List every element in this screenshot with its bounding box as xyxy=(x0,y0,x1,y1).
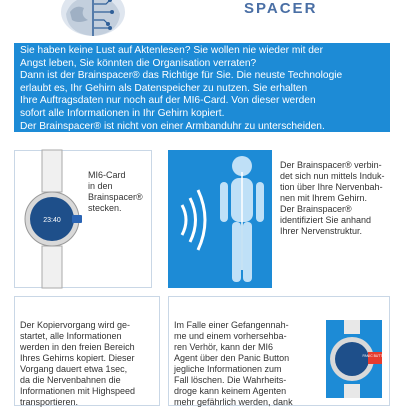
step-3-line: transportieren. xyxy=(20,397,79,407)
intro-line: Dann ist der Brainspacer® das Richtige für Sie. Die neuste Technologie xyxy=(20,70,343,82)
signal-waves-icon xyxy=(172,170,212,270)
step-3-line: Ihres Gehirns kopiert. Dieser xyxy=(20,353,135,363)
step-4-line: Im Falle einer Gefangennah- xyxy=(174,320,289,330)
step-2-line: Der Brainspacer® xyxy=(280,204,352,214)
mi6-card-icon xyxy=(72,215,82,223)
intro-line: Der Brainspacer® ist nicht von einer Armbanduhr zu unterscheiden. xyxy=(20,120,325,132)
intro-line: Angst leben, Sie könnten die Organisation verraten? xyxy=(20,57,257,69)
step-4-line: me und einem vorhersehba- xyxy=(174,331,287,341)
brand-word: SPACER xyxy=(244,0,318,17)
step-3-line: Informationen mit Highspeed xyxy=(20,386,136,396)
intro-line: Sie haben keine Lust auf Aktenlesen? Sie wollen nie wieder mit der xyxy=(20,45,323,56)
step-3-line: Der Kopiervorgang wird ge- xyxy=(20,320,131,330)
step-3-line: startet, alle Informationen xyxy=(20,331,122,341)
step-3-line: Vorgang dauert etwa 1sec, xyxy=(20,364,128,374)
step-2-text xyxy=(280,160,390,237)
step-2-line: det sich nun mittels Induk- xyxy=(280,171,385,181)
step-2-line: Ihrer Nervenstruktur. xyxy=(280,226,363,236)
intro-line: erlaubt es, Ihr Gehirn als Datenspeicher zu nutzen. Sie erhalten xyxy=(20,82,308,94)
brain-circuit-logo-icon xyxy=(58,0,128,40)
body-nervous-system-icon xyxy=(214,152,270,286)
step-4-text xyxy=(174,320,324,408)
intro-line: Ihre Auftragsdaten nur noch auf der MI6-Card. Von dieser werden xyxy=(20,95,316,107)
step-1-line: stecken. xyxy=(88,203,122,213)
step-2-line: identifiziert Sie anhand xyxy=(280,215,372,225)
step-2-line: Der Brainspacer® verbin- xyxy=(280,160,382,170)
step-3-text xyxy=(20,320,158,408)
step-4-line: ren Verhör, kann der MI6 xyxy=(174,342,274,352)
step-4-line: Agent über den Panic Button xyxy=(174,353,290,363)
step-1-line: in den xyxy=(88,181,113,191)
step-3-line: da die Nervenbahnen die xyxy=(20,375,121,385)
step-1-line: MI6-Card xyxy=(88,170,126,180)
panic-button-label: PANIC BUTTON xyxy=(362,354,388,358)
step-3-line: werden in den freien Bereich xyxy=(20,342,135,352)
step-4-line: Fall löschen. Die Wahrheits- xyxy=(174,375,287,385)
intro-text-box xyxy=(14,43,390,132)
intro-line: sofort alle Informationen in Ihr Gehirn kopiert. xyxy=(20,107,225,119)
step-4-line: jegliche Informationen zum xyxy=(174,364,282,374)
step-1-line: Brainspacer® xyxy=(88,192,143,202)
watch-panic-icon xyxy=(322,318,386,400)
step-2-line: nen mit Ihrem Gehirn. xyxy=(280,193,368,203)
step-4-line: droge kann keinem Agenten xyxy=(174,386,287,396)
step-1-text xyxy=(88,170,148,214)
watch-time: 23:40 xyxy=(43,217,61,224)
step-2-line: tion über Ihre Nervenbah- xyxy=(280,182,383,192)
step-4-line: mehr gefährlich werden, dank xyxy=(174,397,293,407)
header xyxy=(0,0,400,42)
